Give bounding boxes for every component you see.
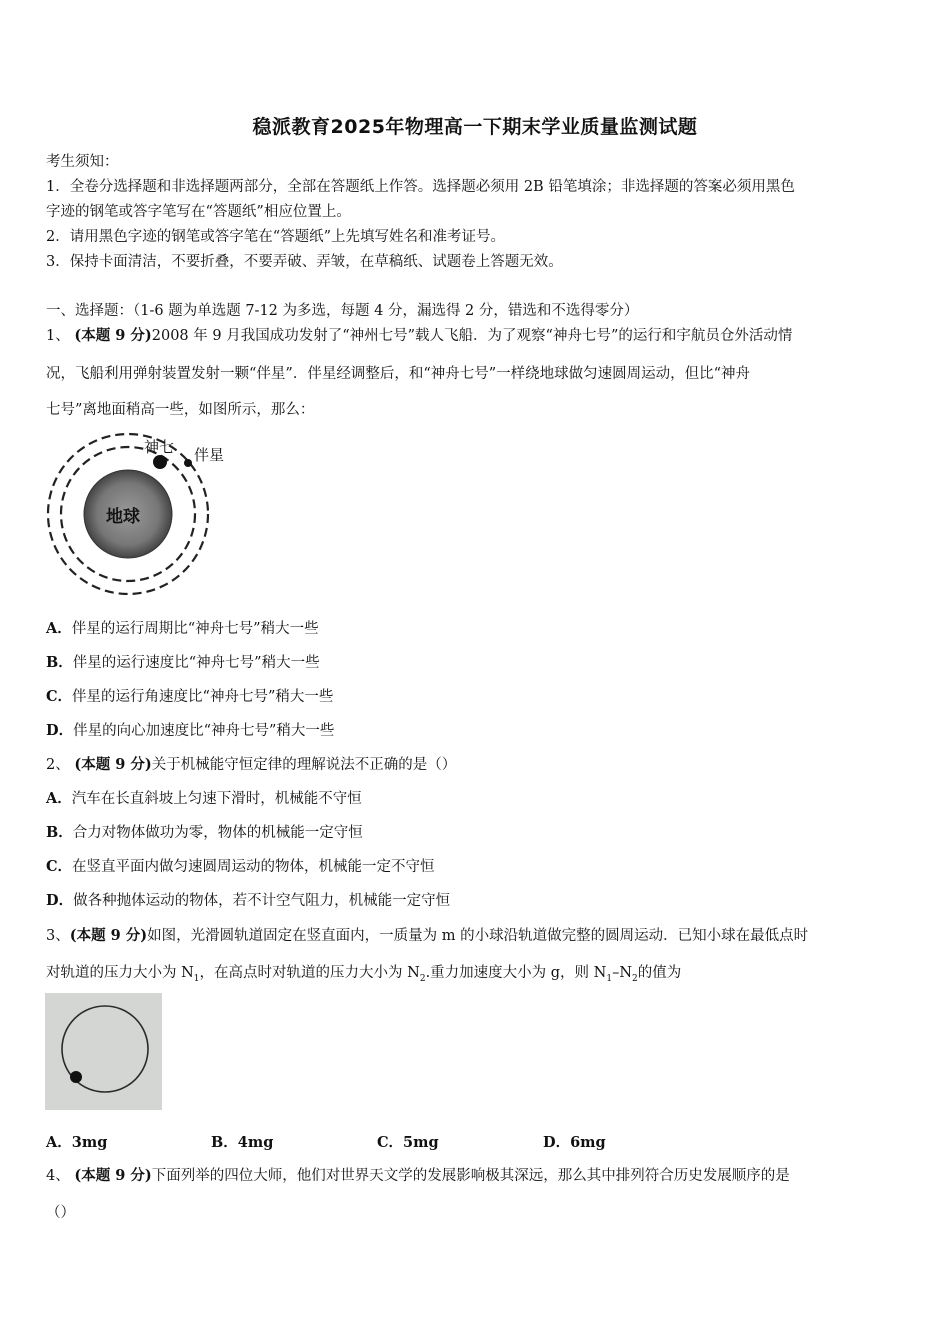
shenqi-label: 神七 — [144, 438, 175, 456]
question-1-line-1 — [46, 326, 792, 346]
question-score: (本题 9 分) — [74, 1167, 152, 1184]
question-text: 关于机械能守恒定律的理解说法不正确的是（） — [151, 757, 457, 773]
shenqi-dot-icon — [153, 455, 167, 469]
section-heading: 一、选择题：（1-6 题为单选题 7-12 为多选，每题 4 分，漏选得 2 分，错选和不选得零分） — [46, 303, 639, 319]
question-text: ，在高点时对轨道的压力大小为 N — [199, 965, 420, 981]
question-number: 2、 — [46, 757, 70, 773]
option-label: D． — [543, 1134, 571, 1151]
option-text: 6mg — [570, 1134, 606, 1151]
option-text: 伴星的运行角速度比“神舟七号”稍大一些 — [72, 689, 334, 705]
option-b — [46, 823, 363, 843]
notice-heading: 考生须知： — [46, 154, 119, 170]
subscript: 1 — [606, 973, 613, 984]
question-score: (本题 9 分) — [74, 756, 152, 773]
circular-track-figure — [45, 993, 162, 1110]
option-text: 5mg — [403, 1134, 439, 1151]
option-label: D． — [46, 892, 74, 909]
subscript: 1 — [193, 973, 200, 984]
option-c — [46, 857, 435, 877]
option-d — [46, 891, 450, 911]
companion-label: 伴星 — [194, 446, 225, 464]
earth-label: 地球 — [106, 507, 140, 527]
option-text: 汽车在长直斜坡上匀速下滑时，机械能不守恒 — [71, 791, 362, 807]
option-label: C． — [46, 688, 73, 705]
notice-item: 3．保持卡面清洁，不要折叠，不要弄破、弄皱，在草稿纸、试题卷上答题无效。 — [46, 254, 563, 270]
option-text: 伴星的向心加速度比“神舟七号”稍大一些 — [73, 723, 335, 739]
option-a — [46, 789, 362, 809]
option-a — [46, 1131, 107, 1152]
question-4-line-1 — [46, 1166, 790, 1186]
option-text: 3mg — [71, 1134, 108, 1151]
question-4-line-2: （） — [46, 1205, 75, 1221]
notice-item: 2．请用黑色字迹的钢笔或答字笔在“答题纸”上先填写姓名和准考证号。 — [46, 229, 506, 245]
question-score: (本题 9 分) — [74, 327, 152, 344]
notice-item: 1．全卷分选择题和非选择题两部分，全部在答题纸上作答。选择题必须用 2B 铅笔填涂；非选择题的答案必须用黑色 — [46, 179, 795, 195]
option-d — [46, 721, 334, 741]
question-3-line-2 — [46, 963, 681, 989]
question-2-stem — [46, 755, 456, 775]
question-text: .重力加速度大小为 g，则 N — [425, 965, 607, 981]
question-text: 如图，光滑圆轨道固定在竖直面内，一质量为 m 的小球沿轨道做完整的圆周运动．已知小球在最低点时 — [147, 928, 809, 944]
option-d — [543, 1131, 606, 1152]
option-c — [46, 687, 333, 707]
ball-icon — [70, 1071, 82, 1083]
option-text: 伴星的运行速度比“神舟七号”稍大一些 — [72, 655, 320, 671]
option-label: B． — [211, 1134, 238, 1151]
companion-dot-icon — [184, 459, 192, 467]
option-c — [377, 1131, 439, 1152]
option-text: 做各种抛体运动的物体，若不计空气阻力，机械能一定守恒 — [73, 893, 451, 909]
question-number: 1、 — [46, 328, 70, 344]
subscript: 2 — [419, 973, 426, 984]
page-title: 稳派教育2025年物理高一下期末学业质量监测试题 — [252, 116, 698, 138]
question-number: 3、 — [46, 928, 70, 944]
option-label: B． — [46, 824, 73, 841]
question-number: 4、 — [46, 1168, 70, 1184]
question-text: 2008 年 9 月我国成功发射了“神州七号”载人飞船．为了观察“神舟七号”的运行和宇航员仓外活动情 — [151, 328, 793, 344]
notice-item: 字迹的钢笔或答字笔写在“答题纸”相应位置上。 — [46, 204, 351, 220]
option-a — [46, 619, 319, 639]
option-label: A． — [46, 1134, 72, 1151]
question-3-line-1 — [46, 926, 808, 946]
option-text: 伴星的运行周期比“神舟七号”稍大一些 — [71, 621, 319, 637]
option-label: C． — [377, 1134, 404, 1151]
question-text: 的值为 — [637, 965, 682, 981]
option-label: A． — [46, 790, 72, 807]
option-text: 4mg — [237, 1134, 274, 1151]
option-b — [211, 1131, 273, 1152]
option-label: B． — [46, 654, 73, 671]
question-text: –N — [612, 965, 633, 981]
option-text: 在竖直平面内做匀速圆周运动的物体，机械能一定不守恒 — [72, 859, 435, 875]
subscript: 2 — [632, 973, 638, 984]
orbit-figure — [44, 430, 244, 595]
option-label: C． — [46, 858, 73, 875]
question-text: 对轨道的压力大小为 N — [46, 965, 194, 981]
option-b — [46, 653, 320, 673]
question-score: (本题 9 分) — [69, 927, 148, 944]
question-text: 下面列举的四位大师，他们对世界天文学的发展影响极其深远，那么其中排列符合历史发展顺序的是 — [151, 1168, 790, 1184]
option-label: D． — [46, 722, 74, 739]
question-1-line-2: 况，飞船利用弹射装置发射一颗“伴星”．伴星经调整后，和“神舟七号”一样绕地球做匀速圆周运动，但比“神舟 — [46, 366, 751, 382]
question-1-line-3: 七号”离地面稍高一些，如图所示，那么： — [46, 402, 315, 418]
option-label: A． — [46, 620, 72, 637]
option-text: 合力对物体做功为零，物体的机械能一定守恒 — [72, 825, 363, 841]
